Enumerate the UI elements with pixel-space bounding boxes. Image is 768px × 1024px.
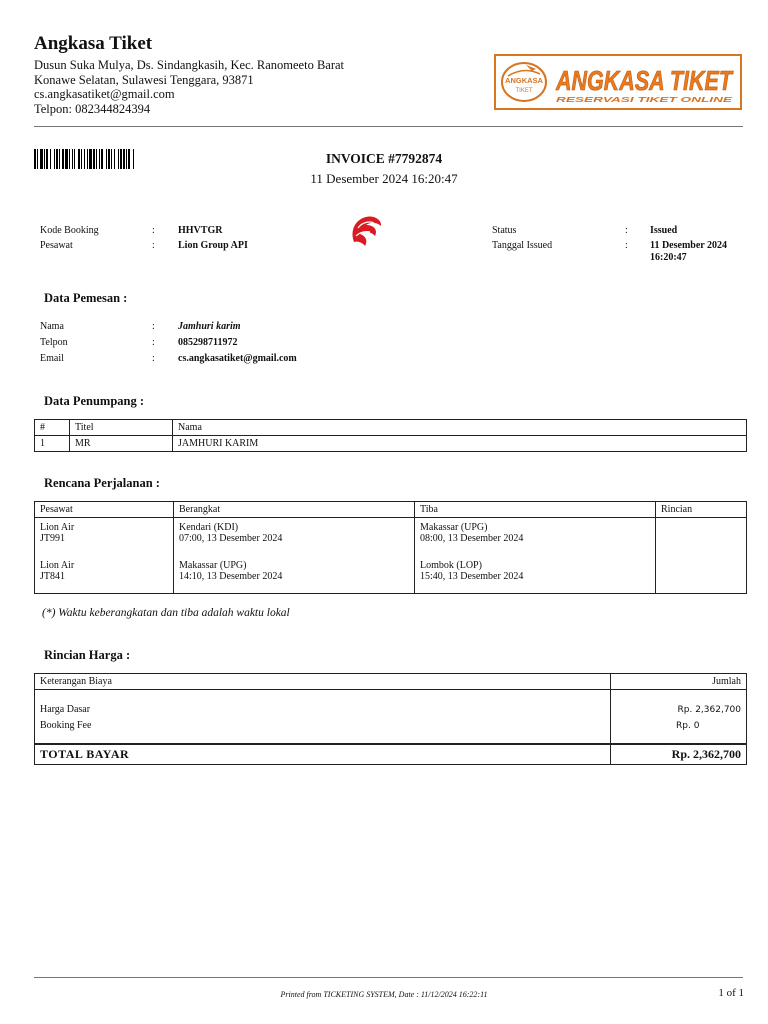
- phone-value: 085298711972: [178, 337, 238, 348]
- passenger-table: [34, 419, 747, 452]
- logo-wordmark: ANGKASA TIKET: [555, 65, 735, 96]
- flight-code: JT991: [40, 533, 65, 544]
- departure-city: Makassar (UPG): [179, 560, 247, 571]
- booking-code-value: HHVTGR: [178, 225, 223, 236]
- name-value: Jamhuri karim: [178, 321, 241, 332]
- departure-city: Kendari (KDI): [179, 522, 239, 533]
- base-price-amount: Rp. 2,362,700: [677, 705, 741, 715]
- arrival-city: Lombok (LOP): [420, 560, 482, 571]
- name-label: Nama: [40, 321, 64, 332]
- flight-code: JT841: [40, 571, 65, 582]
- email-label: Email: [40, 353, 64, 364]
- phone-label: Telpon: [40, 337, 68, 348]
- separator: :: [152, 321, 155, 332]
- separator: :: [152, 337, 155, 348]
- total-label: TOTAL BAYAR: [35, 744, 611, 765]
- departure-time: 07:00, 13 Desember 2024: [179, 533, 283, 544]
- section-heading-perjalanan: Rencana Perjalanan :: [44, 476, 160, 490]
- logo-badge-subtext: TIKET: [515, 88, 533, 94]
- separator: :: [625, 240, 628, 251]
- flight-airline: Lion Air: [40, 560, 75, 571]
- separator: :: [152, 353, 155, 364]
- email-value: cs.angkasatiket@gmail.com: [178, 353, 297, 364]
- company-address: [34, 58, 344, 116]
- col-header-number: #: [35, 420, 70, 436]
- table-header-row: [35, 502, 747, 518]
- price-amounts-cell: [611, 690, 747, 744]
- col-header-title: Titel: [70, 420, 173, 436]
- booking-info-left: [40, 225, 340, 255]
- booking-fee-label: Booking Fee: [40, 720, 92, 731]
- logo-graphic: [496, 56, 740, 108]
- passenger-title: MR: [70, 436, 173, 452]
- invoice-date: 11 Desember 2024 16:20:47: [310, 171, 458, 186]
- logo-badge-text: ANGKASA: [505, 76, 543, 85]
- issued-date-value: 11 Desember 2024: [650, 240, 728, 251]
- company-logo: [494, 54, 742, 110]
- table-header-row: [35, 674, 747, 690]
- col-header-name: Nama: [173, 420, 747, 436]
- col-header-departure: Berangkat: [174, 502, 415, 518]
- address-line: Konawe Selatan, Sulawesi Tenggara, 93871: [34, 72, 254, 87]
- flight-airline-cell: [35, 518, 174, 594]
- logo-tagline: RESERVASI TIKET ONLINE: [556, 97, 733, 104]
- company-name: Angkasa Tiket: [34, 33, 153, 54]
- table-row: [35, 518, 747, 594]
- col-header-details: Rincian: [656, 502, 747, 518]
- price-labels-cell: [35, 690, 611, 744]
- lion-air-logo: [344, 212, 386, 250]
- base-price-label: Harga Dasar: [40, 704, 91, 715]
- section-heading-penumpang: Data Penumpang :: [44, 394, 145, 408]
- pemesan-info: [40, 321, 440, 369]
- booking-info-right: [492, 225, 752, 265]
- booking-code-label: Kode Booking: [40, 225, 99, 236]
- total-row: [35, 744, 747, 765]
- col-header-arrival: Tiba: [415, 502, 656, 518]
- arrival-time: 15:40, 13 Desember 2024: [420, 571, 524, 582]
- col-header-airline: Pesawat: [35, 502, 174, 518]
- col-header-amount: Jumlah: [611, 674, 747, 690]
- price-table: [34, 673, 747, 765]
- airline-value: Lion Group API: [178, 240, 248, 251]
- arrival-time: 08:00, 13 Desember 2024: [420, 533, 524, 544]
- total-amount: Rp. 2,362,700: [611, 744, 747, 765]
- issued-date-label: Tanggal Issued: [492, 240, 553, 251]
- separator: :: [152, 225, 155, 236]
- address-line: Dusun Suka Mulya, Ds. Sindangkasih, Kec. Ranomeeto Barat: [34, 58, 345, 72]
- section-heading-harga: Rincian Harga :: [44, 648, 131, 662]
- table-row: [35, 690, 747, 744]
- local-time-note: (*) Waktu keberangkatan dan tiba adalah waktu lokal: [42, 607, 290, 619]
- arrival-city: Makassar (UPG): [420, 522, 488, 533]
- page-number: 1 of 1: [718, 987, 744, 999]
- separator: :: [152, 240, 155, 251]
- departure-time: 14:10, 13 Desember 2024: [179, 571, 283, 582]
- header-divider: [34, 126, 743, 127]
- company-phone: Telpon: 082344824394: [34, 101, 151, 116]
- flight-details-cell: [656, 518, 747, 594]
- col-header-description: Keterangan Biaya: [35, 674, 611, 690]
- flight-airline: Lion Air: [40, 522, 75, 533]
- status-value: Issued: [650, 225, 678, 236]
- separator: :: [625, 225, 628, 236]
- table-row: [35, 436, 747, 452]
- table-header-row: [35, 420, 747, 436]
- itinerary-table: [34, 501, 747, 594]
- issued-time-value: 16:20:47: [650, 252, 687, 263]
- passenger-name: JAMHURI KARIM: [173, 436, 747, 452]
- status-label: Status: [492, 225, 517, 236]
- printed-info: Printed from TICKETING SYSTEM, Date : 11/12/2024 16:22:11: [280, 990, 488, 999]
- passenger-number: 1: [35, 436, 70, 452]
- flight-departure-cell: [174, 518, 415, 594]
- booking-fee-amount: Rp. 0: [676, 721, 700, 731]
- section-heading-pemesan: Data Pemesan :: [44, 291, 128, 305]
- airline-label: Pesawat: [40, 240, 73, 251]
- company-email: cs.angkasatiket@gmail.com: [34, 87, 175, 101]
- footer-divider: [34, 977, 743, 978]
- flight-arrival-cell: [415, 518, 656, 594]
- invoice-number: INVOICE #7792874: [325, 151, 443, 166]
